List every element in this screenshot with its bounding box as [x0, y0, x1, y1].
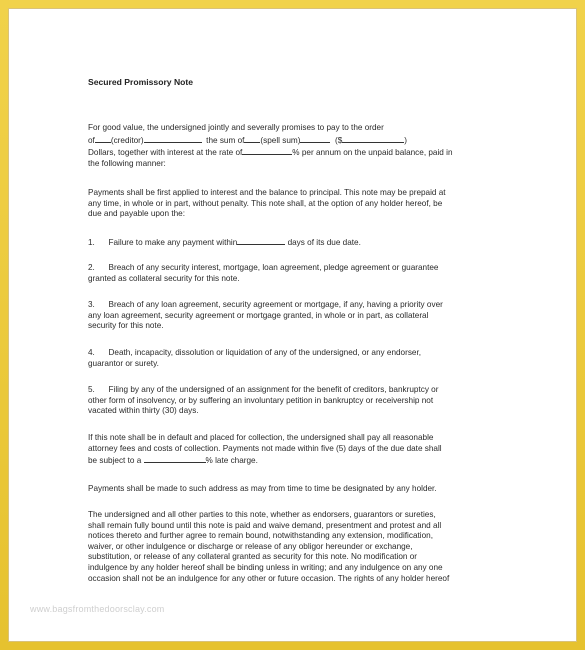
- interest-rate-blank: [242, 146, 292, 155]
- parties-paragraph: The undersigned and all other parties to this note, whether as endorsers, guarantors or sureties, shall remain fully bound until this note is paid and waive demand, presentment and protest and all notices thereto and further agree to remain bound, notwithstanding any extension, modification, waiver, or other indulgence or discharge or release of any obligor hereunder or exchange, substitution, or release of any collateral granted as security for this note. No modification or indulgence by any holder hereof shall be binding unless in writing; and any indulgence on any one occasion shall not be an indulgence for any other or future occasion. The rights of any holder hereof: [88, 510, 450, 583]
- address-paragraph: Payments shall be made to such address as may from time to time be designated by any holder.: [88, 484, 437, 493]
- payments-paragraph: Payments shall be first applied to interest and the balance to principal. This note may be prepaid at any time, in whole or in part, without penalty. This note shall, at the option of any holder hereof, be due and payable upon the:: [88, 188, 446, 219]
- creditor-blank: [144, 134, 202, 143]
- list-item-5: 5. Filing by any of the undersigned of an assignment for the benefit of creditors, bankruptcy or other form of insolvency, or by suffering an involuntary petition in bankruptcy or receivership not vacated within thirty (30) days.: [88, 385, 439, 416]
- default-paragraph: If this note shall be in default and placed for collection, the undersigned shall pay all reasonable attorney fees and costs of collection. Payments not made within five (5) days of the due date shall be subject to a % late charge.: [88, 433, 442, 466]
- late-charge-blank: [144, 454, 206, 463]
- document-page: [8, 8, 577, 642]
- amount-blank: [342, 134, 404, 143]
- list-item-3: 3. Breach of any loan agreement, security agreement or mortgage, if any, having a priority over any loan agreement, security agreement or mortgage granted, in whole or in part, as collateral security for this note.: [88, 300, 443, 331]
- days-blank: [237, 236, 285, 245]
- list-item-4: 4. Death, incapacity, dissolution or liquidation of any of the undersigned, or any endorser, guarantor or surety.: [88, 348, 422, 368]
- sum-blank: [300, 134, 330, 143]
- document-title: Secured Promissory Note: [88, 77, 194, 87]
- site-watermark: www.bagsfromthedoorsclay.com: [30, 604, 165, 614]
- list-item-2: 2. Breach of any security interest, mortgage, loan agreement, pledge agreement or guarantee granted as collateral security for this note.: [88, 263, 439, 283]
- list-item-1: 1. Failure to make any payment within days of its due date.: [88, 238, 361, 247]
- intro-paragraph: For good value, the undersigned jointly and severally promises to pay to the order of (creditor) the sum of (spell sum) ($ ) Dollars, together with interest at the rate of % per annum on the unpaid balance, paid in the following manner:: [88, 123, 453, 168]
- creditor-blank-left: [95, 134, 111, 143]
